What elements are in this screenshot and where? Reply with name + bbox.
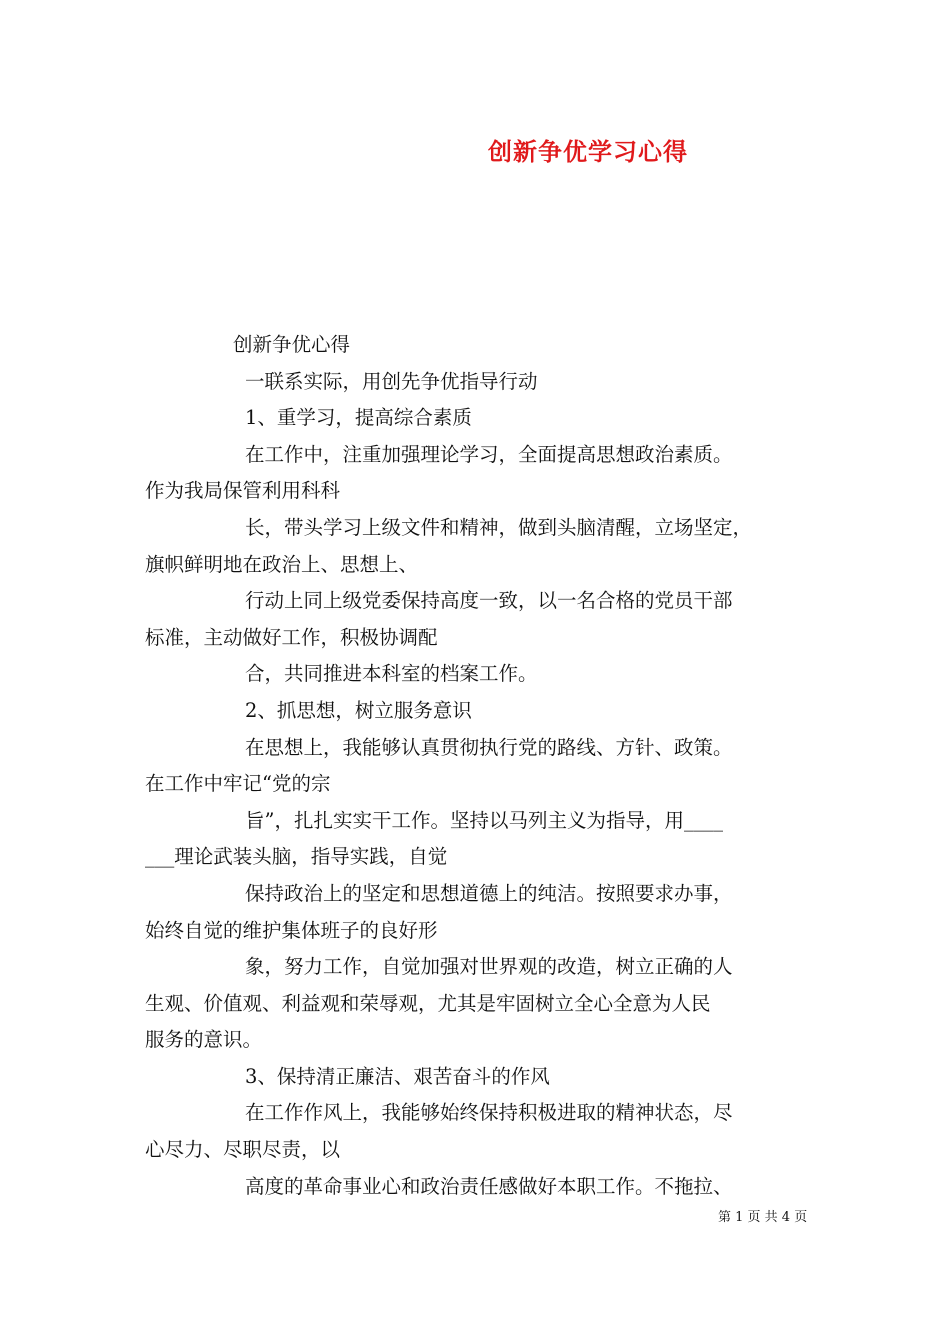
paragraph-line: 保持政治上的坚定和思想道德上的纯洁。按照要求办事， [245,881,733,905]
paragraph-line: 在工作中牢记“党的宗 [145,772,331,796]
paragraph-line: 在工作中，注重加强理论学习，全面提高思想政治素质。 [245,442,733,466]
paragraph-line: 旨”，扎扎实实干工作。坚持以马列主义为指导，用____ [245,808,723,832]
paragraph-line: 旗帜鲜明地在政治上、思想上、 [145,552,419,576]
paragraph-line: 1、重学习，提高综合素质 [245,406,472,430]
paragraph-line: 作为我局保管利用科科 [145,479,341,503]
paragraph-line: 标准，主动做好工作，积极协调配 [145,625,438,649]
page-number-footer: 第 1 页 共 4 页 [718,1210,808,1225]
paragraph-line: 2、抓思想，树立服务意识 [245,698,472,722]
paragraph-line: 服务的意识。 [145,1028,263,1052]
paragraph-line: 创新争优心得 [233,333,351,356]
document-title: 创新争优学习心得 [488,137,688,166]
document-body [145,327,810,1205]
paragraph-line: ___理论武装头脑，指导实践，自觉 [145,845,448,869]
paragraph-line: 生观、价值观、利益观和荣辱观，尤其是牢固树立全心全意为人民 [145,991,711,1015]
paragraph-line: 合，共同推进本科室的档案工作。 [245,662,538,686]
paragraph-line: 始终自觉的维护集体班子的良好形 [145,918,438,942]
paragraph-line: 3、保持清正廉洁、艰苦奋斗的作风 [245,1064,550,1088]
paragraph-line: 在思想上，我能够认真贯彻执行党的路线、方针、政策。 [245,735,733,759]
paragraph-line: 行动上同上级党委保持高度一致，以一名合格的党员干部 [245,589,733,613]
paragraph-line: 在工作作风上，我能够始终保持积极进取的精神状态，尽 [245,1101,733,1125]
paragraph-line: 长，带头学习上级文件和精神，做到头脑清醒，立场坚定， [245,515,753,539]
paragraph-line: 一联系实际，用创先争优指导行动 [245,369,538,393]
paragraph-line: 高度的革命事业心和政治责任感做好本职工作。不拖拉、 [245,1174,733,1198]
paragraph-line: 心尽力、尽职尽责，以 [145,1138,341,1162]
paragraph-line: 象，努力工作，自觉加强对世界观的改造，树立正确的人 [245,955,733,979]
